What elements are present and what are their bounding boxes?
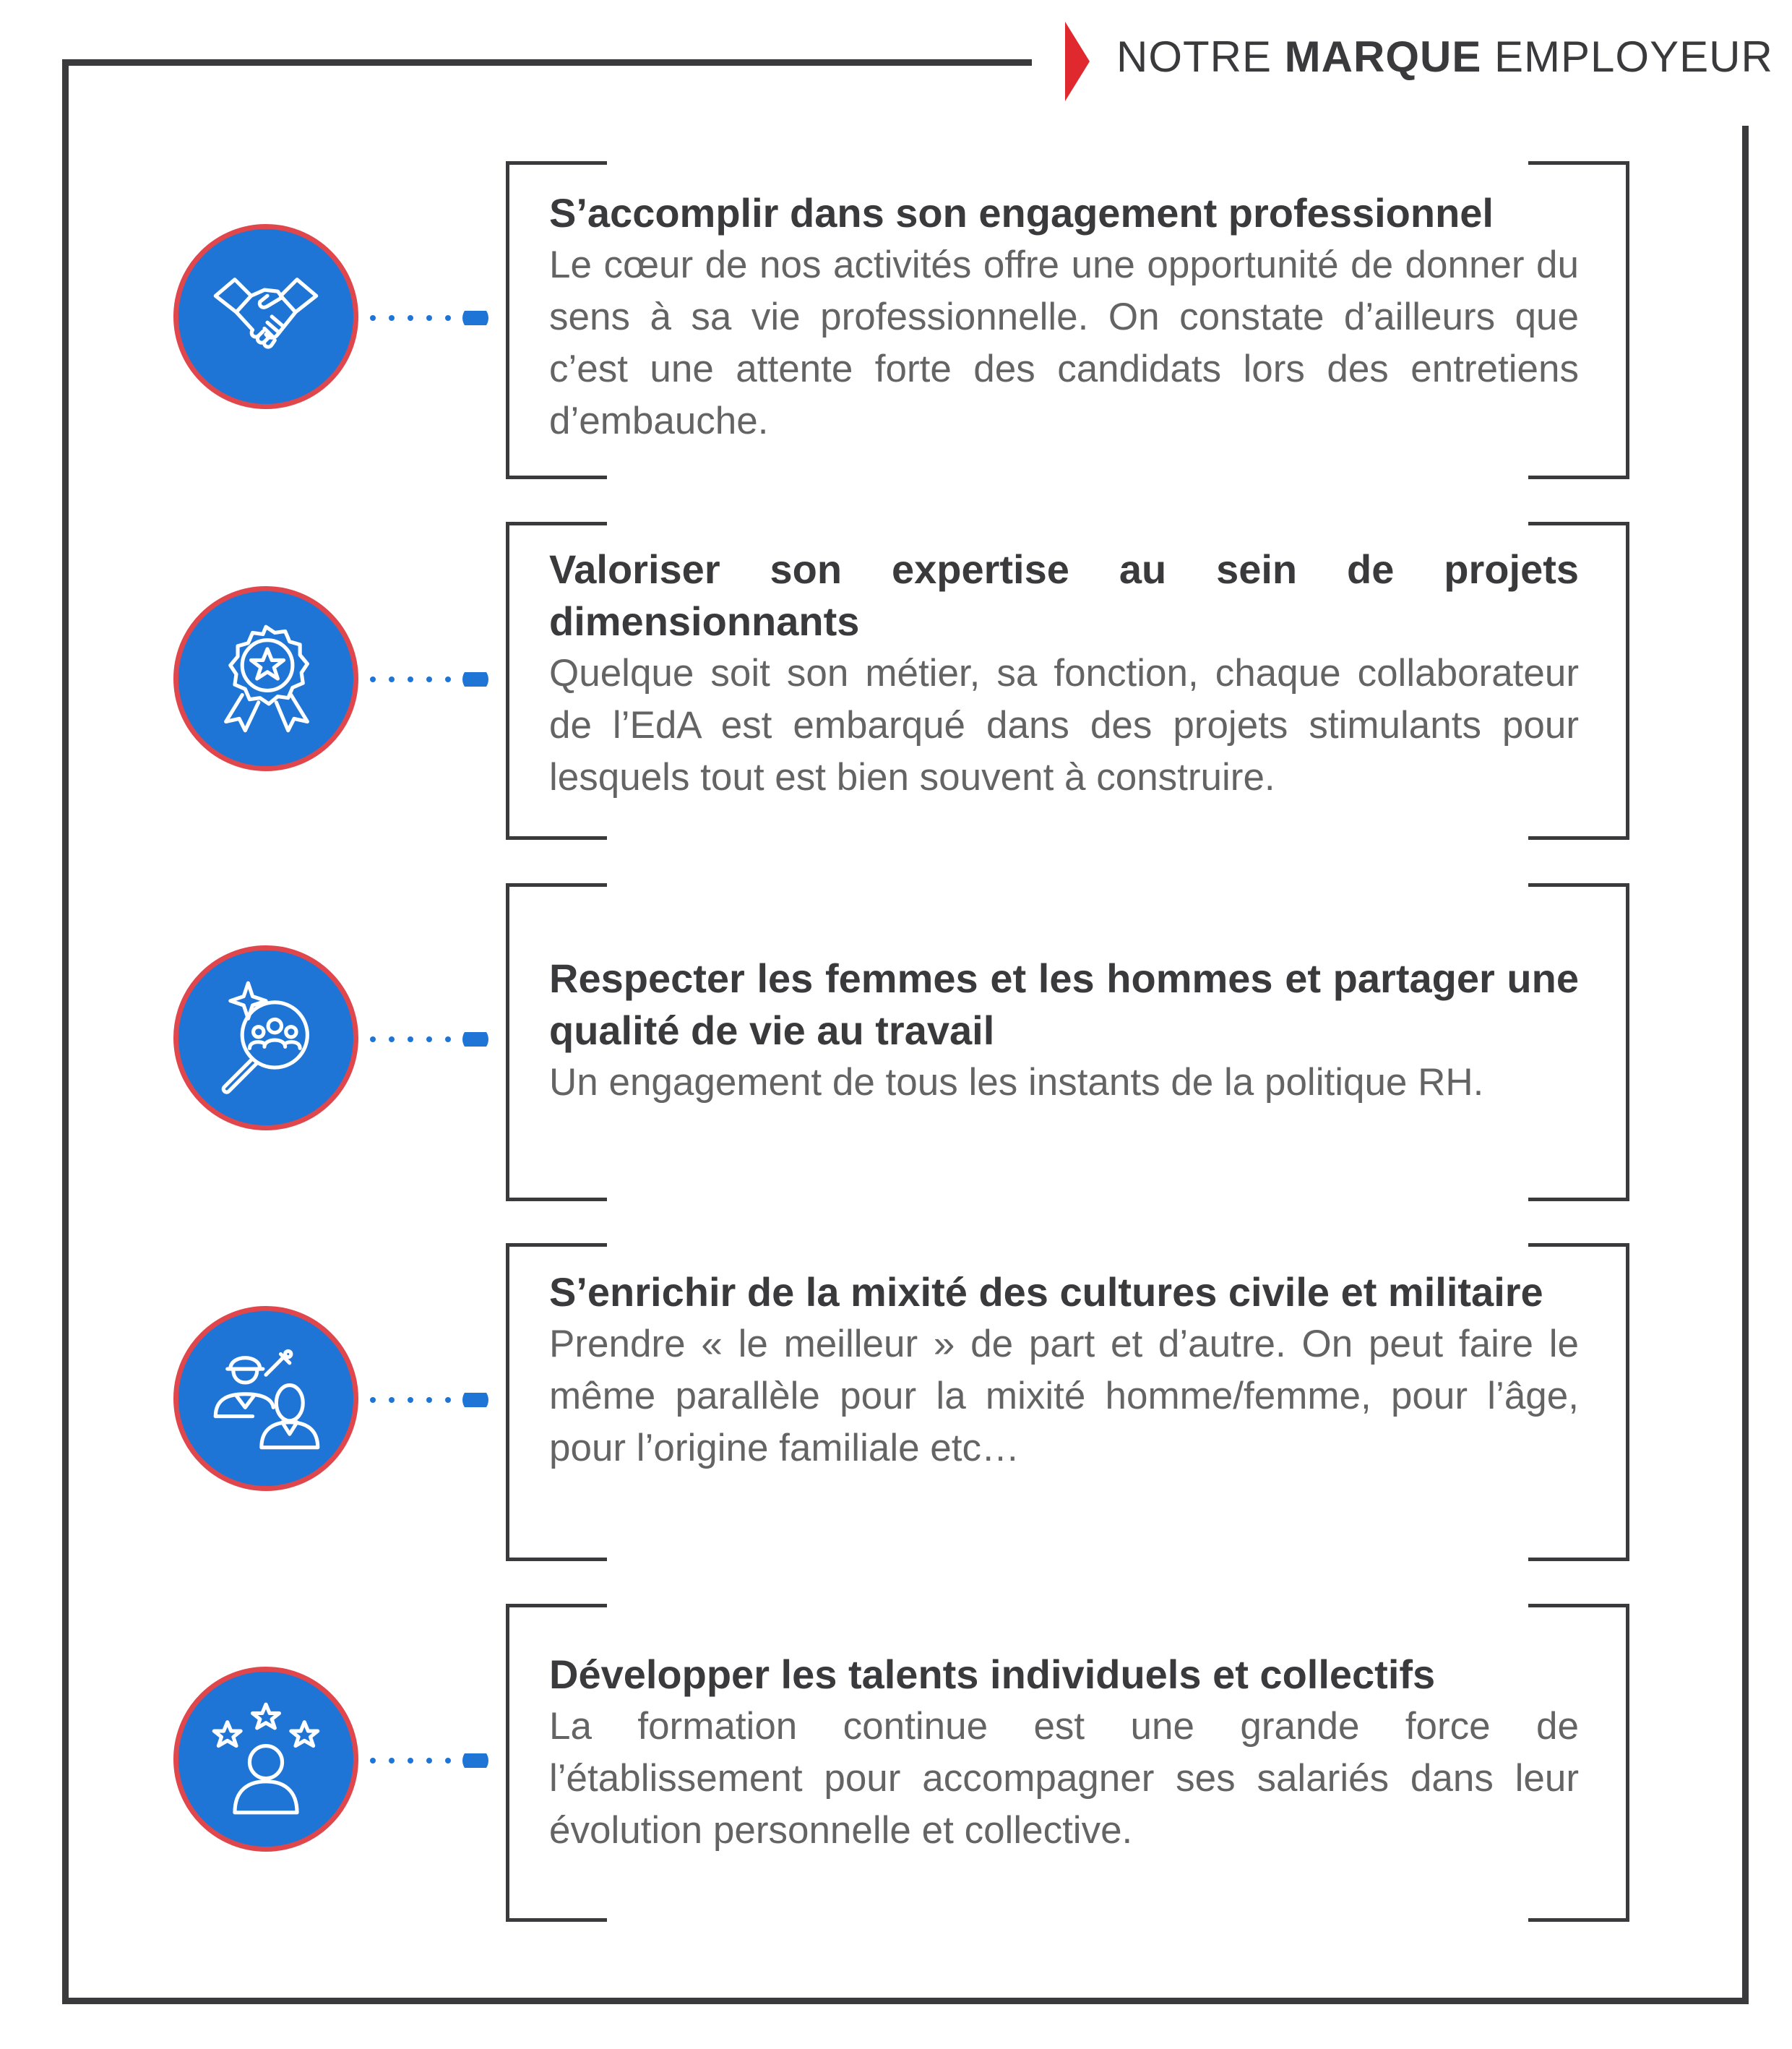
item-body: La formation continue est une grande force de l’établissement pour accompagner ses salariés dans leur évolution personnelle et collective. bbox=[549, 1705, 1579, 1852]
people-search-icon bbox=[173, 945, 358, 1130]
page-title-suffix: EMPLOYEUR bbox=[1481, 33, 1773, 81]
item-text bbox=[549, 187, 1579, 447]
award-badge-icon bbox=[173, 586, 358, 771]
list-item-mixite bbox=[0, 1243, 1792, 1561]
item-body: Quelque soit son métier, sa fonction, chaque collaborateur de l’EdA est embarqué dans des projets stimulants pour lesquels tout est bien souvent à construire. bbox=[549, 652, 1579, 799]
item-title: S’accomplir dans son engagement professionnel bbox=[549, 190, 1494, 236]
list-item-engagement bbox=[0, 161, 1792, 479]
talent-stars-icon bbox=[173, 1667, 358, 1852]
page-title-bold: MARQUE bbox=[1284, 33, 1482, 81]
item-text bbox=[549, 1266, 1579, 1474]
item-body: Prendre « le meilleur » de part et d’autre. On peut faire le même parallèle pour la mixité homme/femme, pour l’âge, pour l’origine familiale etc… bbox=[549, 1323, 1579, 1469]
list-item-qualite-vie bbox=[0, 883, 1792, 1201]
header-arrow-icon bbox=[1065, 22, 1090, 101]
item-body: Un engagement de tous les instants de la politique RH. bbox=[549, 1061, 1484, 1104]
connector-dots bbox=[367, 1032, 490, 1047]
connector-dots bbox=[367, 672, 490, 687]
item-text bbox=[549, 1649, 1579, 1857]
page-title-prefix: NOTRE bbox=[1116, 33, 1285, 81]
frame-top-line bbox=[62, 59, 1032, 66]
connector-dots bbox=[367, 311, 490, 325]
civil-military-icon bbox=[173, 1306, 358, 1491]
item-title: S’enrichir de la mixité des cultures civile et militaire bbox=[549, 1269, 1543, 1315]
item-title: Respecter les femmes et les hommes et partager une qualité de vie au travail bbox=[549, 955, 1579, 1053]
item-title: Développer les talents individuels et collectifs bbox=[549, 1651, 1436, 1697]
item-text bbox=[549, 544, 1579, 804]
handshake-icon bbox=[173, 224, 358, 409]
item-text bbox=[549, 953, 1579, 1109]
list-item-expertise bbox=[0, 522, 1792, 840]
connector-dots bbox=[367, 1393, 490, 1407]
list-item-talents bbox=[0, 1604, 1792, 1922]
item-body: Le cœur de nos activités offre une opportunité de donner du sens à sa vie professionnelle. On constate d’ailleurs que c’est une attente forte des candidats lors des entretiens d’embauche. bbox=[549, 244, 1579, 442]
connector-dots bbox=[367, 1753, 490, 1768]
page-title bbox=[1116, 32, 1773, 82]
frame-bottom-line bbox=[62, 1998, 1749, 2004]
item-title: Valoriser son expertise au sein de projets dimensionnants bbox=[549, 546, 1579, 644]
